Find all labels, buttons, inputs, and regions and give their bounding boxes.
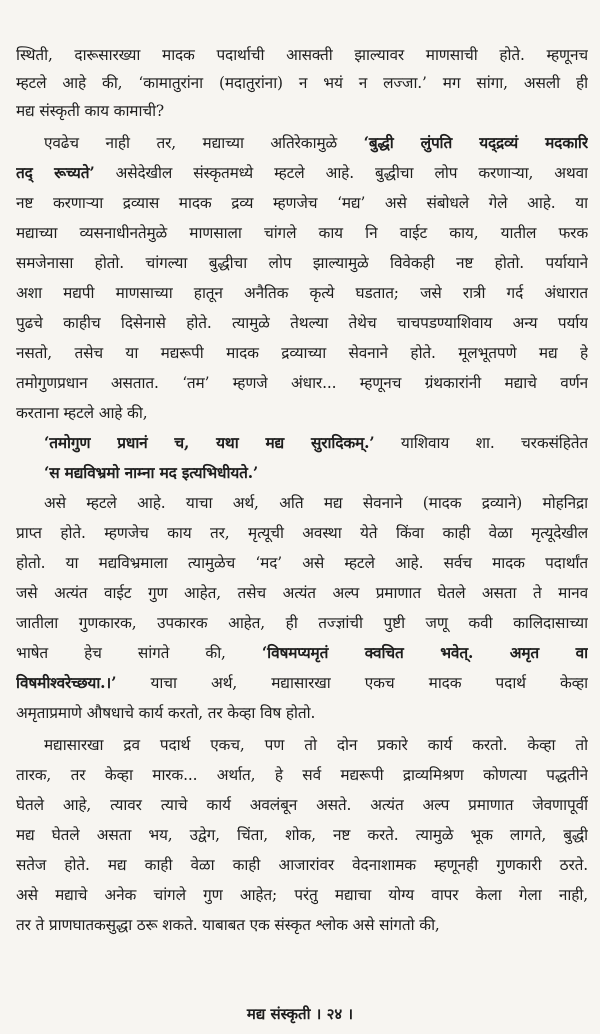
text-segment: असेदेखील संस्कृतमध्ये म्हटले आहे. बुद्धीचा लोप करणाऱ्या, अथवा	[94, 164, 588, 182]
text-segment: होतो. या मद्यविभ्रमाला त्यामुळेच ‘मद’ असे म्हटले आहे. सर्वच मादक पदार्थांत	[16, 554, 588, 572]
text-segment: सतेज होते. मद्य काही वेळा काही आजारांवर वेदनाशामक म्हणूनही गुणकारी ठरते.	[16, 856, 588, 874]
text-line	[16, 158, 588, 188]
text-line	[16, 368, 588, 398]
text-line	[16, 96, 588, 126]
text-segment: जातीला गुणकारक, उपकारक आहेत, ही तज्ज्ञांची पुष्टी जणू कवी कालिदासाच्या	[16, 614, 588, 632]
text-segment: याचा अर्थ, मद्यासारखा एकच मादक पदार्थ केव्हा	[116, 674, 588, 692]
page-footer: मद्य संस्कृती । २४ ।	[246, 1005, 354, 1023]
text-line	[16, 398, 588, 428]
text-segment: मद्यासारखा द्रव पदार्थ एकच, पण तो दोन प्रकारे कार्य करतो. केव्हा तो	[44, 736, 588, 754]
text-segment: मद्य संस्कृती काय कामाची?	[16, 102, 165, 120]
sanskrit-quote: ‘बुद्धी लुंपति यद्द्रव्यं मदकारि	[363, 134, 588, 152]
sanskrit-quote: तद् रूच्यते’	[16, 164, 95, 182]
text-segment: अशा मद्यपी माणसाच्या हातून अनैतिक कृत्ये घडतात; जसे रात्री गर्द अंधारात	[16, 284, 588, 302]
text-line	[16, 668, 588, 698]
text-segment: मद्य घेतले असता भय, उद्वेग, चिंता, शोक, नष्ट करते. त्यामुळे भूक लागते, बुद्धी	[16, 826, 588, 844]
text-line	[16, 730, 588, 760]
text-line	[16, 338, 588, 368]
text-line	[16, 638, 588, 668]
sanskrit-quote: ‘स मद्यविभ्रमो नाम्ना मद इत्यभिधीयते.’	[44, 464, 259, 482]
text-segment: याशिवाय शा. चरकसंहितेत	[374, 434, 588, 452]
text-segment: समजेनासा होतो. चांगल्या बुद्धीचा लोप झाल्यामुळे विवेकही नष्ट होतो. पर्यायाने	[16, 254, 588, 272]
text-segment: प्राप्त होते. म्हणजेच काय तर, मृत्यूची अवस्था येते किंवा काही वेळा मृत्यूदेखील	[16, 524, 588, 542]
text-segment: मद्याच्या व्यसनाधीनतेमुळे माणसाला चांगले काय नि वाईट काय, यातील फरक	[16, 224, 588, 242]
text-line	[16, 820, 588, 850]
text-segment: नष्ट करणाऱ्या द्रव्यास मादक द्रव्य म्हणजेच ‘मद्य’ असे संबोधले गेले आहे. या	[16, 194, 588, 212]
text-line	[16, 458, 588, 488]
text-line	[16, 308, 588, 338]
sanskrit-quote: ‘विषमप्यमृतं क्वचित भवेत्. अमृत वा	[261, 644, 588, 662]
text-line	[16, 188, 588, 218]
text-segment: घेतले आहे, त्यावर त्याचे कार्य अवलंबून असते. अत्यंत अल्प प्रमाणात जेवणापूर्वी	[16, 796, 588, 814]
sanskrit-quote: ‘तमोगुण प्रधानं च, यथा मद्य सुरादिकम्.’	[44, 434, 375, 452]
text-line	[16, 278, 588, 308]
text-line	[16, 548, 588, 578]
text-line	[16, 578, 588, 608]
text-segment: स्थिती, दारूसारख्या मादक पदार्थाची आसक्ती झाल्यावर माणसाची होते. म्हणूनच	[16, 46, 588, 64]
text-segment: तारक, तर केव्हा मारक... अर्थात, हे सर्व मद्यरूपी द्राव्यमिश्रण कोणत्या पद्धतीने	[16, 766, 588, 784]
text-segment: जसे अत्यंत वाईट गुण आहेत, तसेच अत्यंत अल्प प्रमाणात घेतले असता ते मानव	[16, 584, 588, 602]
sanskrit-quote: विषमीश्वरेच्छया.।’	[16, 674, 117, 692]
text-segment: तमोगुणप्रधान असतात. ‘तम’ म्हणजे अंधार... म्हणूनच ग्रंथकारांनी मद्याचे वर्णन	[16, 374, 588, 392]
text-segment: तर ते प्राणघातकसुद्धा ठरू शकते. याबाबत एक संस्कृत श्लोक असे सांगतो की,	[16, 916, 440, 934]
text-segment: म्हटले आहे की, ‘कामातुरांना (मदातुरांना) न भयं न लज्जा.’ मग सांगा, असली ही	[16, 74, 588, 92]
text-segment: नसतो, तसेच या मद्यरूपी मादक द्रव्याच्या सेवनाने होते. मूलभूतपणे मद्य हे	[16, 344, 588, 362]
text-line	[16, 880, 588, 910]
text-line	[16, 910, 588, 940]
text-line	[16, 128, 588, 158]
text-segment: एवढेच नाही तर, मद्याच्या अतिरेकामुळे	[44, 134, 364, 152]
text-line	[16, 248, 588, 278]
text-line	[16, 790, 588, 820]
text-segment: असे मद्याचे अनेक चांगले गुण आहेत; परंतु मद्याचा योग्य वापर केला गेला नाही,	[16, 886, 588, 904]
text-line	[16, 428, 588, 458]
text-line	[16, 518, 588, 548]
text-line	[16, 488, 588, 518]
text-line	[16, 760, 588, 790]
text-line	[16, 850, 588, 880]
text-segment: भाषेत हेच सांगते की,	[16, 644, 262, 662]
text-line	[16, 608, 588, 638]
text-line	[16, 68, 588, 98]
text-segment: पुढचे काहीच दिसेनासे होते. त्यामुळे तेथल्या तेथेच चाचपडण्याशिवाय अन्य पर्याय	[16, 314, 588, 332]
text-line	[16, 218, 588, 248]
text-segment: करताना म्हटले आहे की,	[16, 404, 148, 422]
text-line	[16, 40, 588, 70]
text-line	[16, 698, 588, 728]
text-segment: असे म्हटले आहे. याचा अर्थ, अति मद्य सेवनाने (मादक द्रव्याने) मोहनिद्रा	[44, 494, 588, 512]
text-segment: अमृताप्रमाणे औषधाचे कार्य करतो, तर केव्हा विष होतो.	[16, 704, 316, 722]
